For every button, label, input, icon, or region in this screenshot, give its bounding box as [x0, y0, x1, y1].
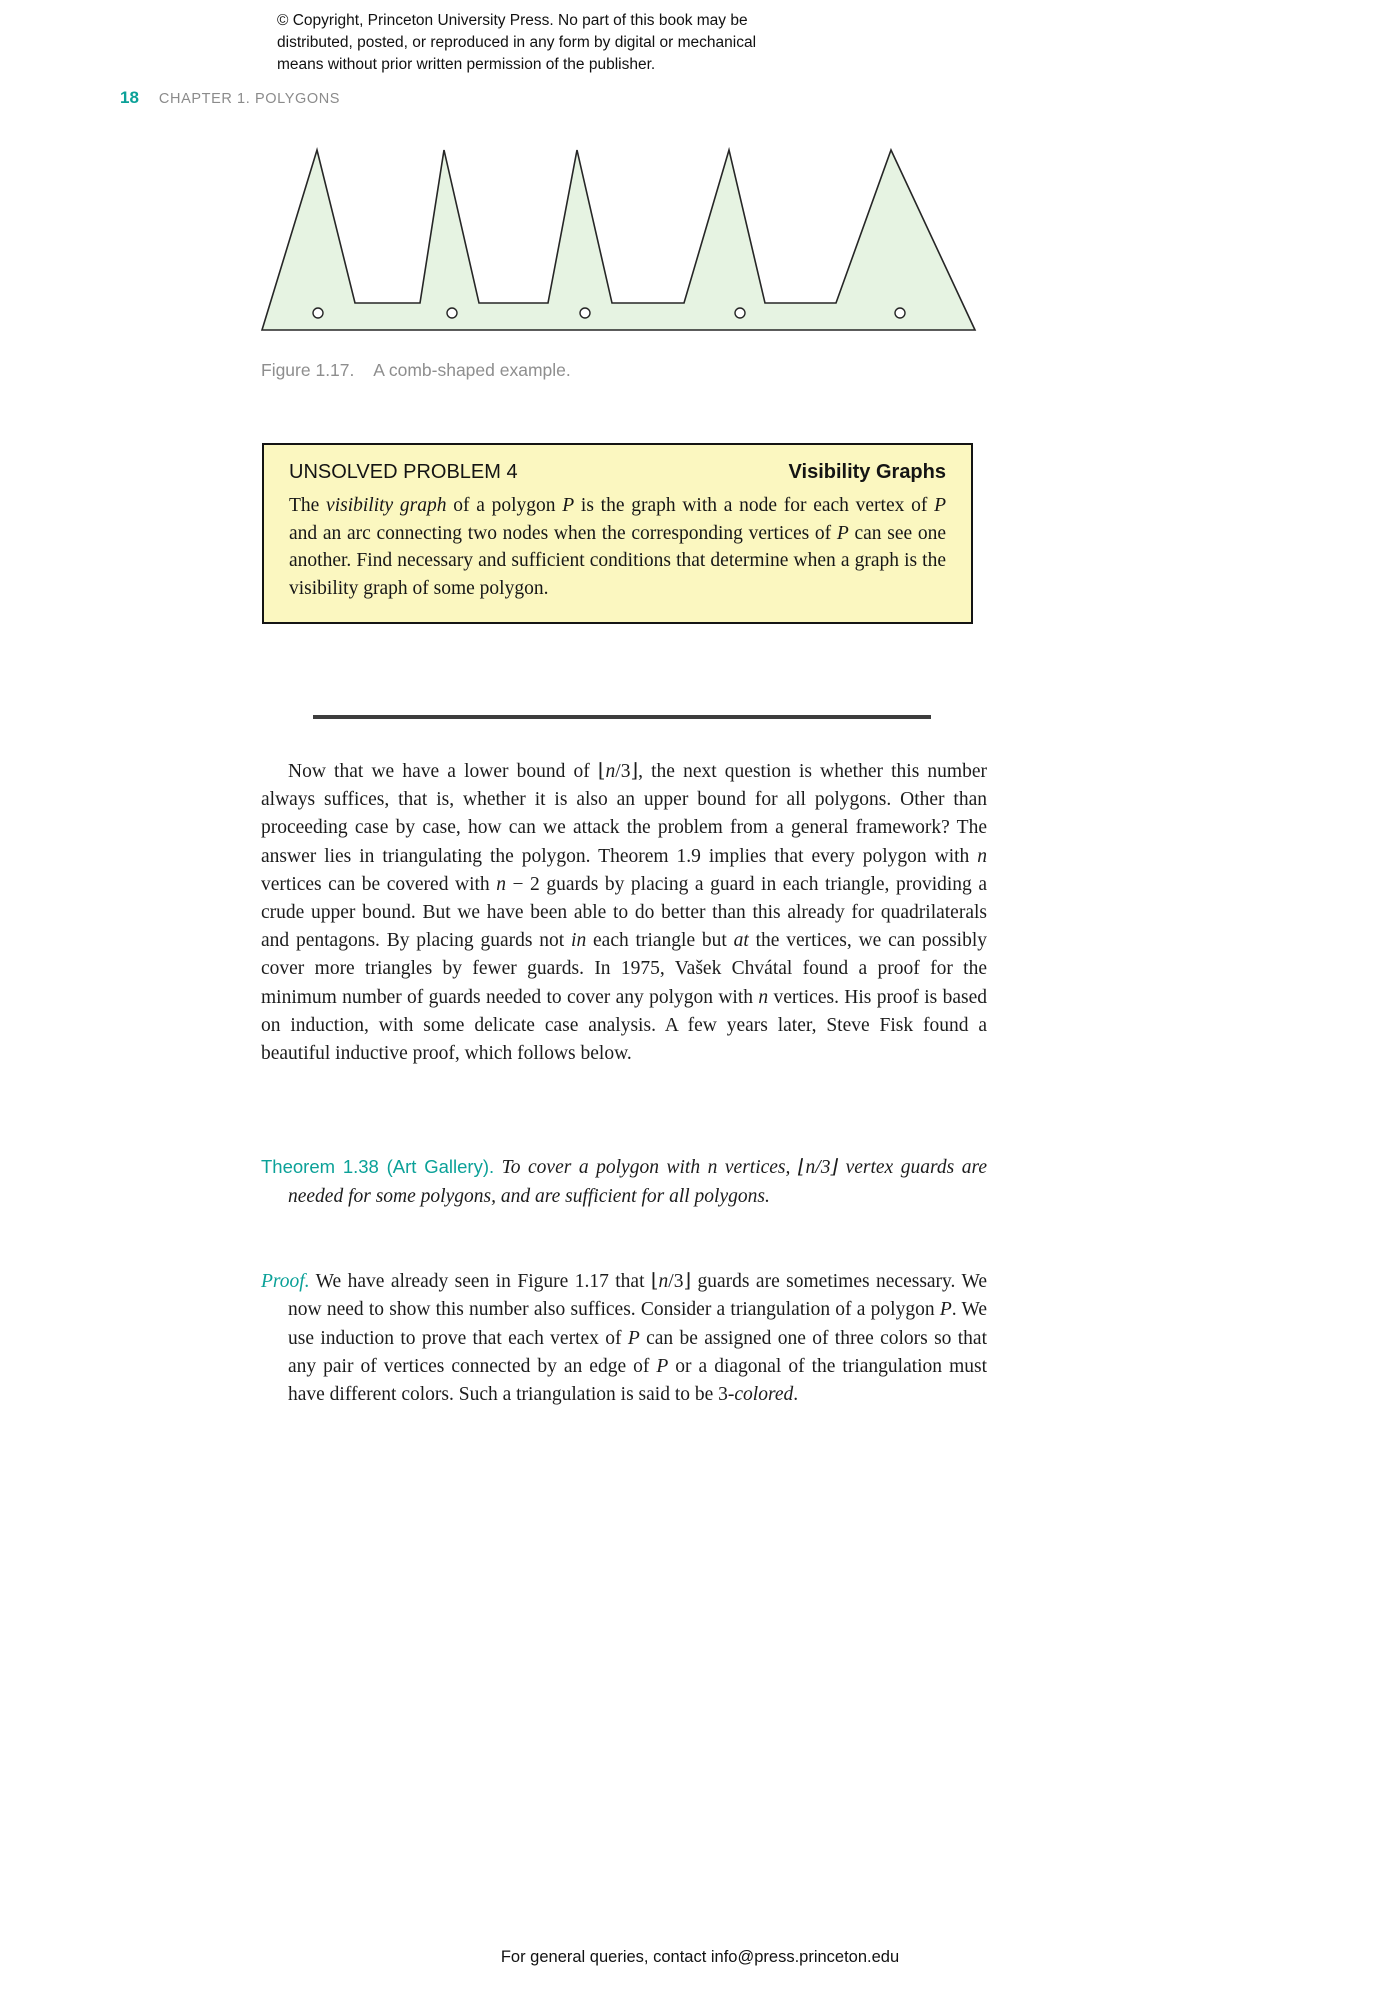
- figure-caption-label: Figure 1.17.: [261, 360, 355, 380]
- copyright-line-3: means without prior written permission of the publisher.: [277, 56, 656, 73]
- proof-block: [261, 1268, 987, 1409]
- copyright-line-1: © Copyright, Princeton University Press. No part of this book may be: [277, 12, 748, 29]
- theorem-block: [261, 1152, 987, 1211]
- unsolved-problem-title: UNSOLVED PROBLEM 4: [289, 461, 518, 483]
- unsolved-problem-box: [262, 443, 973, 624]
- figure-caption-text: A comb-shaped example.: [373, 360, 571, 380]
- section-divider-rule: [313, 715, 931, 719]
- comb-polygon-figure: [260, 146, 977, 333]
- guard-point-3: [580, 308, 590, 318]
- guard-point-1: [313, 308, 323, 318]
- page-footer-contact: For general queries, contact info@press.princeton.edu: [500, 1948, 900, 1966]
- figure-caption: [261, 360, 571, 381]
- theorem-qualifier: (Art Gallery).: [378, 1156, 495, 1177]
- guard-point-4: [735, 308, 745, 318]
- page-number: 18: [120, 88, 139, 107]
- proof-body: We have already seen in Figure 1.17 that ⌊n/3⌋ guards are sometimes necessary. We now need to show this number also suffices. Consider a triangulation of a polygon P. We use induction to prove that each vertex of P can be assigned one of three colors so that any pair of vertices connected by an edge of P or a diagonal of the triangulation must have different colors. Such a triangulation is said to be 3-colored.: [288, 1271, 987, 1406]
- copyright-line-2: distributed, posted, or reproduced in any form by digital or mechanical: [277, 34, 757, 51]
- theorem-statement: To cover a polygon with n vertices, ⌊n/3⌋ vertex guards are needed for some polygons, and are sufficient for all polygons.: [288, 1157, 987, 1207]
- guard-point-2: [447, 308, 457, 318]
- copyright-notice: [277, 10, 756, 76]
- theorem-label: Theorem 1.38: [261, 1156, 379, 1177]
- chapter-header: CHAPTER 1. POLYGONS: [158, 91, 341, 107]
- guard-point-5: [895, 308, 905, 318]
- unsolved-problem-subtitle: Visibility Graphs: [788, 461, 946, 483]
- unsolved-problem-header: [289, 461, 946, 484]
- running-head: [120, 88, 340, 108]
- proof-label: Proof.: [261, 1271, 310, 1292]
- unsolved-problem-body: The visibility graph of a polygon P is the graph with a node for each vertex of P and an arc connecting two nodes when the corresponding vertices of P can see one another. Find necessary and sufficient conditions that determine when a graph is the visibility graph of some polygon.: [289, 495, 946, 599]
- comb-polygon-outline: [262, 150, 975, 330]
- body-paragraph: Now that we have a lower bound of ⌊n/3⌋, the next question is whether this number always suffices, that is, whether it is also an upper bound for all polygons. Other than proceeding case by case, how can we attack the problem from a general framework? The answer lies in triangulating the polygon. Theorem 1.9 implies that every polygon with n vertices can be covered with n − 2 guards by placing a guard in each triangle, providing a crude upper bound. But we have been able to do better than this already for quadrilaterals and pentagons. By placing guards not in each triangle but at the vertices, we can possibly cover more triangles by fewer guards. In 1975, Vašek Chvátal found a proof for the minimum number of guards needed to cover any polygon with n vertices. His proof is based on induction, with some delicate case analysis. A few years later, Steve Fisk found a beautiful inductive proof, which follows below.: [261, 761, 988, 1065]
